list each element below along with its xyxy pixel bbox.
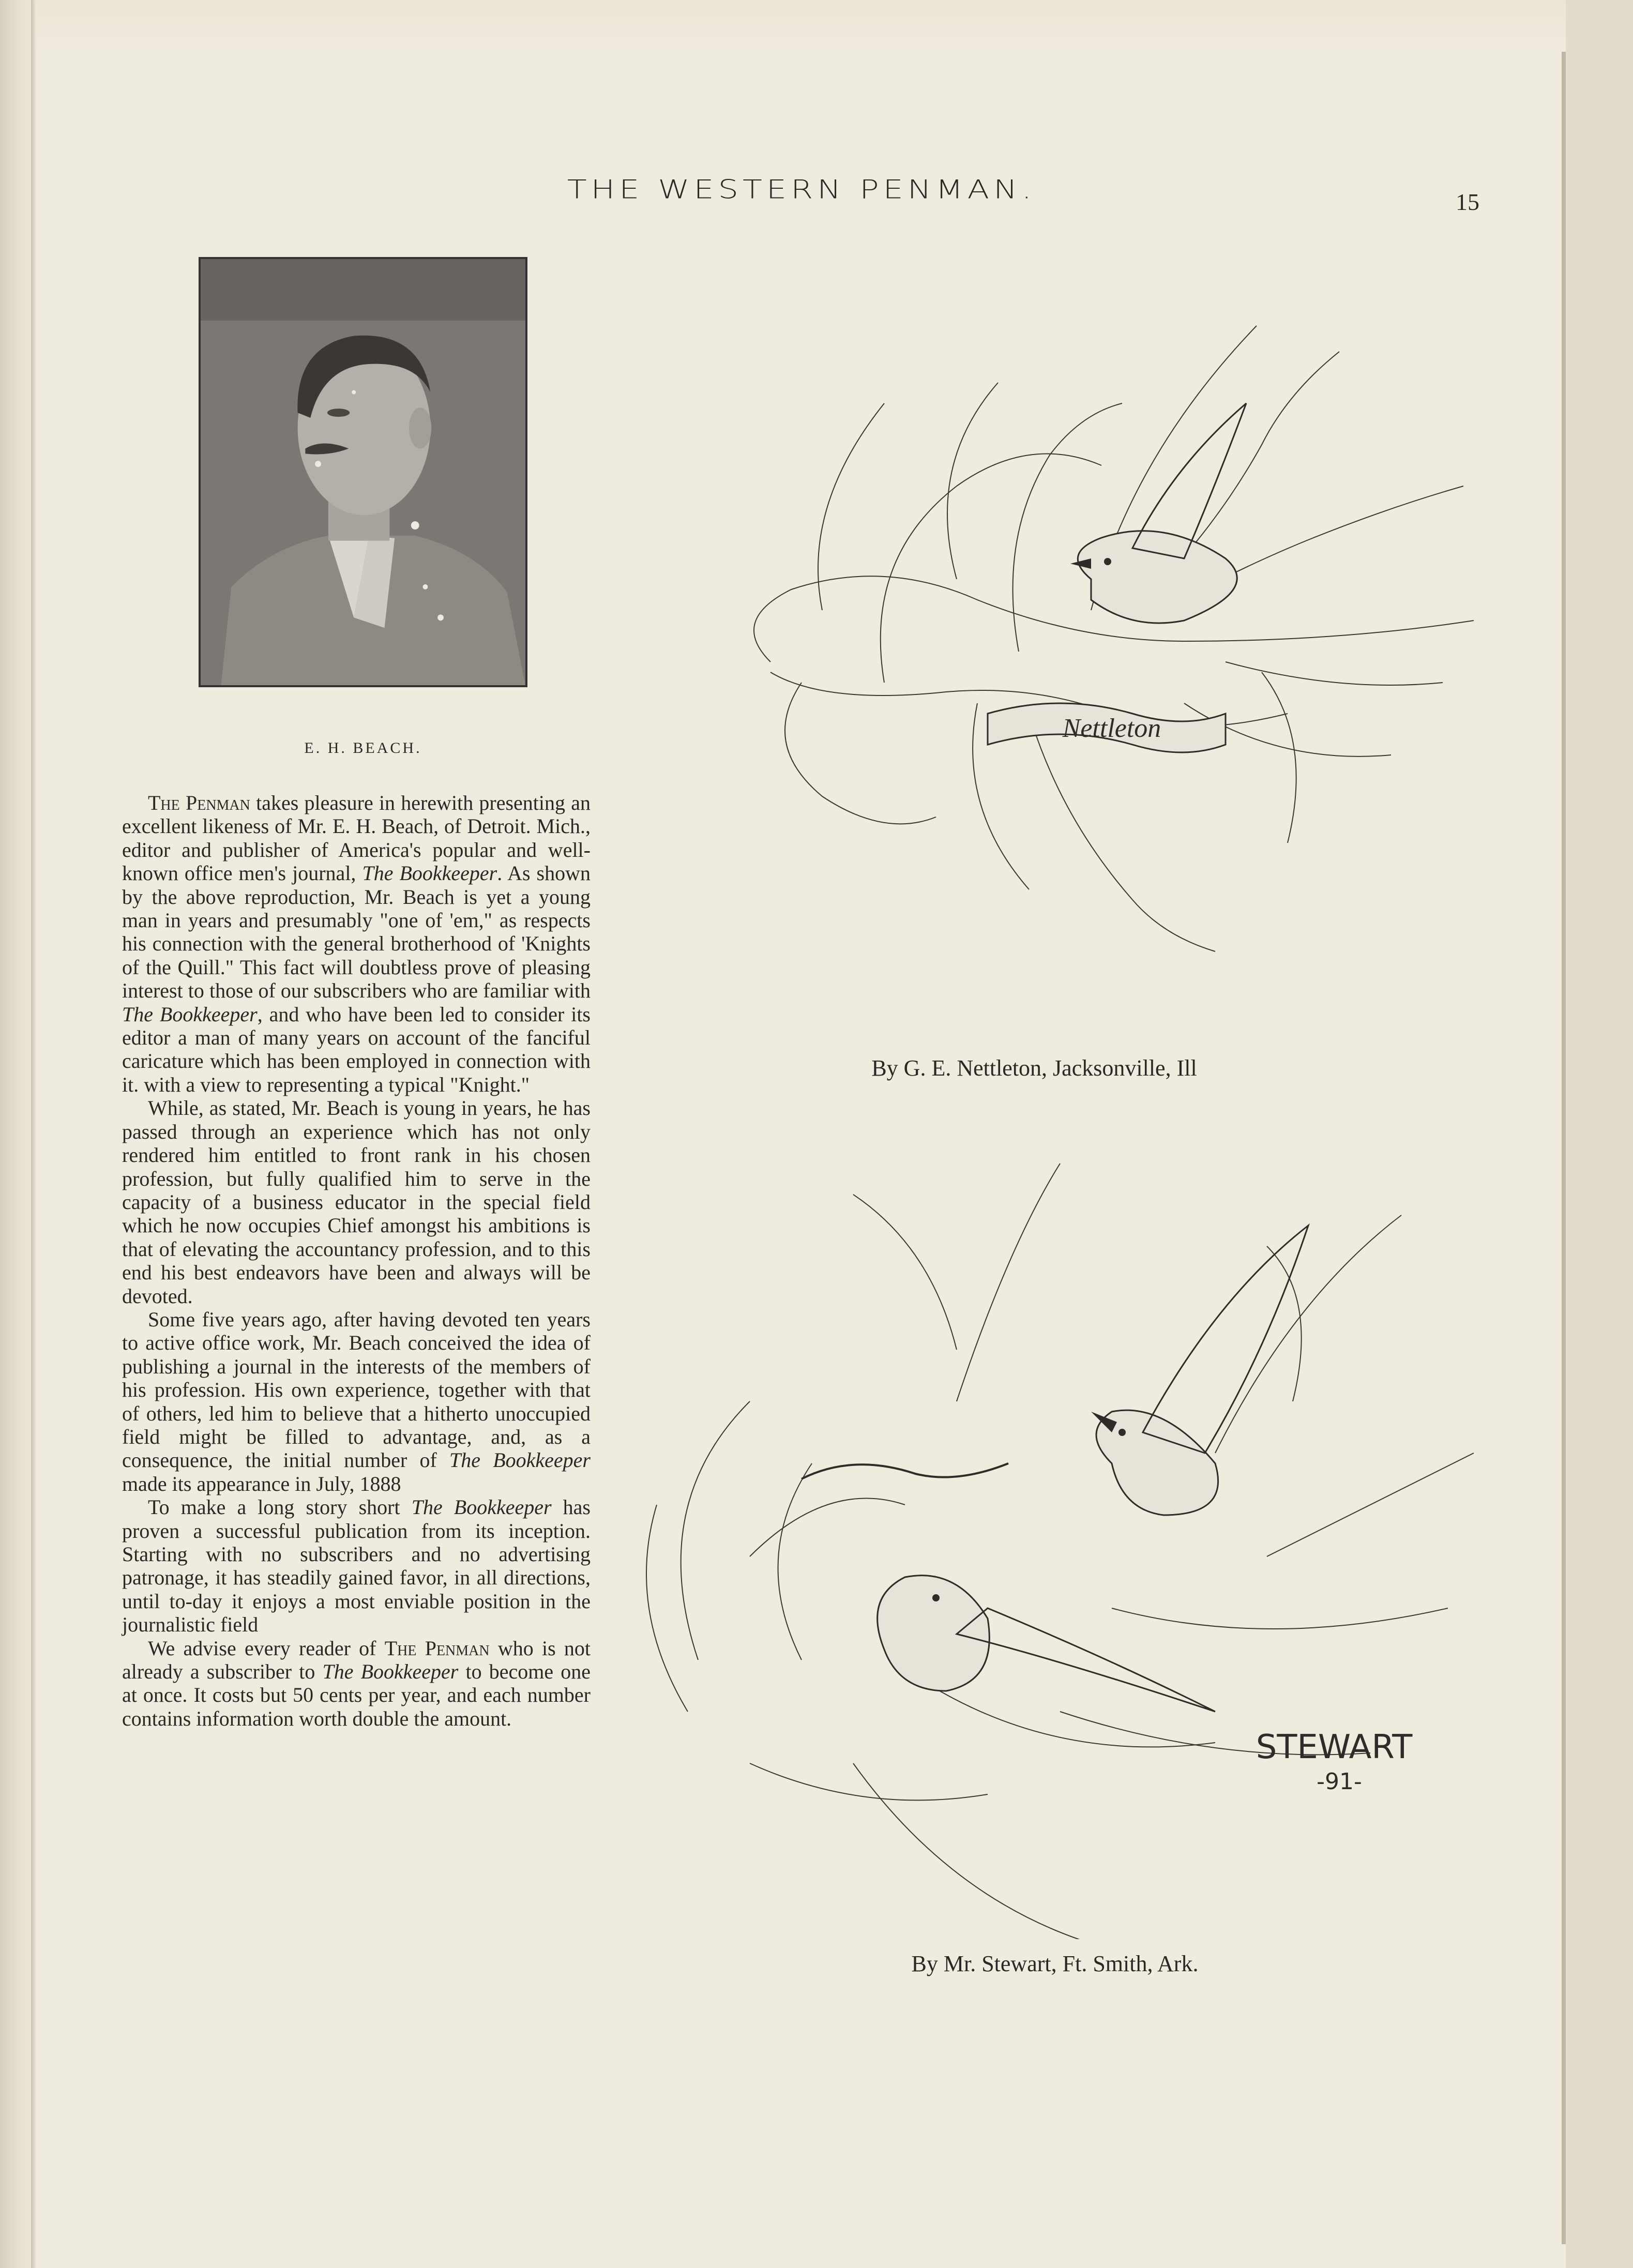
artist-signature: STEWART <box>1256 1728 1413 1766</box>
flourish-birds-illustration <box>595 1143 1505 1939</box>
journal-title: The Bookkeeper <box>449 1448 591 1472</box>
text-run: Some five years ago, after having devoted ten years to active office work, Mr. Beach conceived the idea of publishing a journal in the interests of the members of his profession. His own experience, together with that of others, led him to believe that a hitherto unoccupied field might be filled to advantage, and, as a consequence, the initial number of <box>122 1307 591 1472</box>
article-body <box>122 791 591 1730</box>
article-paragraph <box>122 1495 591 1636</box>
text-run: We advise every reader of <box>148 1636 385 1660</box>
text-run: made its appearance in July, 1888 <box>122 1472 401 1495</box>
book-spine <box>0 0 32 2268</box>
flourish-birds-stewart <box>595 1143 1505 1939</box>
text-run: has proven a successful publication from its inception. Starting with no subscribers and no advertising patronage, it has steadily gained favor, in all directions, until to-day it enjoys a most enviable position in the journalistic field <box>122 1495 591 1637</box>
journal-title: The Bookkeeper <box>322 1660 459 1684</box>
journal-title: The Bookkeeper <box>122 1002 258 1026</box>
article-paragraph <box>122 1308 591 1495</box>
page-top-edge <box>36 0 1566 52</box>
publication-name: The Penman <box>148 791 250 814</box>
publication-name: The Penman <box>384 1636 490 1660</box>
article-paragraph <box>122 1637 591 1731</box>
flourish-bird-nettleton <box>667 248 1484 1019</box>
artwork-caption-stewart: By Mr. Stewart, Ft. Smith, Ark. <box>911 1951 1199 1976</box>
page-margin-right <box>1566 0 1633 2268</box>
page-fold-shadow <box>31 0 36 2268</box>
artist-signature-year: -91- <box>1317 1768 1362 1795</box>
text-run: who is not already a subscriber to <box>122 1636 591 1684</box>
portrait-caption: E. H. BEACH. <box>304 739 422 757</box>
article-paragraph <box>122 791 591 1096</box>
text-run: . As shown by the above reproduction, Mr. Beach is yet a young man in years and presumably "one of 'em," as respects his connection with the general brotherhood of 'Knights of the Quill." This fact will doubtless prove of pleasing interest to those of our subscribers who are familiar with <box>122 861 591 1003</box>
portrait-illustration <box>201 259 525 685</box>
text-run: takes pleasure in herewith presenting an excellent likeness of Mr. E. H. Beach, of Detroit. Mich., editor and publisher of America's popular and well-known office men's journal, <box>122 791 591 885</box>
page-number: 15 <box>1456 189 1479 215</box>
text-run: to become one at once. It costs but 50 cents per year, and each number contains information worth double the amount. <box>122 1660 591 1730</box>
journal-title: The Bookkeeper <box>411 1495 552 1519</box>
portrait-photo <box>199 257 527 687</box>
journal-title: The Bookkeeper <box>362 861 497 885</box>
page-header-title: THE WESTERN PENMAN. <box>567 174 1036 205</box>
artwork-caption-nettleton: By G. E. Nettleton, Jacksonville, Ill <box>871 1055 1197 1081</box>
article-paragraph: While, as stated, Mr. Beach is young in years, he has passed through an experience which has not only rendered him entitled to front rank in his chosen profession, but fully qualified him to serve in the capacity of a business educator in the special field which he now occupies Chief amongst his ambitions is that of elevating the accountancy profession, and to this end his best endeavors have been and always will be devoted. <box>122 1096 591 1308</box>
text-run: , and who have been led to consider its editor a man of many years on account of the fanciful caricature which has been employed in connection with it. with a view to representing a typical "Knight." <box>122 1002 591 1096</box>
banner-signature: Nettleton <box>1062 714 1161 743</box>
flourish-bird-illustration <box>667 248 1484 1019</box>
page-edge-shadow <box>1562 52 1566 2244</box>
text-run: To make a long story short <box>148 1495 412 1519</box>
